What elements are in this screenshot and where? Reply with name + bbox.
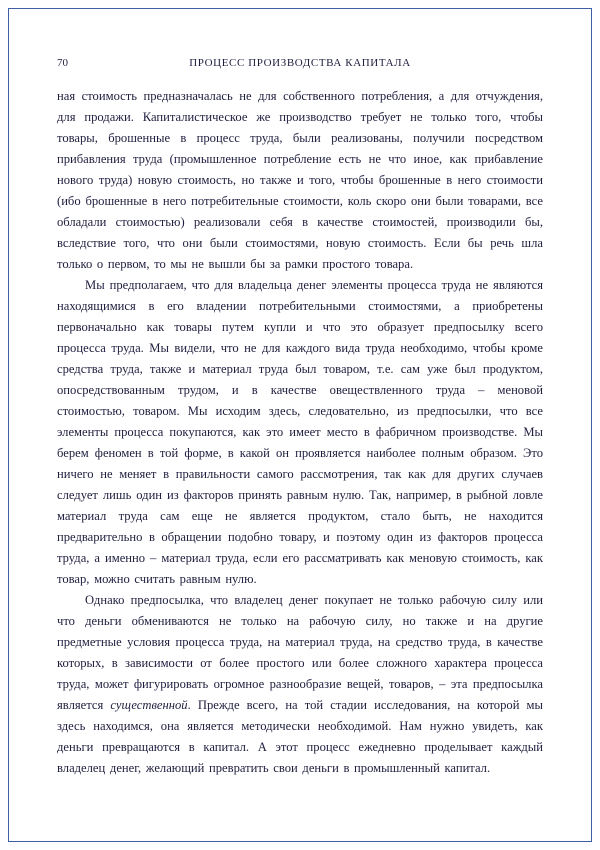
paragraph [57, 590, 543, 779]
text-segment: . Прежде всего, на той стадии исследования, на которой мы здесь находимся, она является методически необходимой. Нам нужно увидеть, как деньги превращаются в капитал. А этот процесс ежедневно проделывает каждый владелец денег, желающий превратить свои деньги в промышленный капитал. [57, 698, 543, 775]
paragraph [57, 86, 543, 275]
paragraph [57, 275, 543, 590]
page-content [57, 54, 543, 779]
text-block [57, 86, 543, 779]
italic-text-segment: существенной [110, 698, 188, 712]
running-title: ПРОЦЕСС ПРОИЗВОДСТВА КАПИТАЛА [189, 57, 411, 69]
page-header [57, 54, 543, 72]
text-segment: Однако предпосылка, что владелец денег покупает не только рабочую силу или что деньги обмениваются не только на рабочую силу, но также и на другие предметные условия процесса труда, на материал труда, на средство труда, в качестве которых, в зависимости от более простого или более сложного характера процесса труда, может фигурировать огромное разнообразие вещей, товаров, – эта предпосылка является [57, 593, 543, 712]
page-number: 70 [57, 57, 68, 69]
text-segment: ная стоимость предназначалась не для собственного потребления, а для отчуждения, для продажи. Капиталистическое же производство требует не только того, чтобы товары, брошенные в процесс труда, были реализованы, получили посредством прибавления труда (промышленное потребление есть не что иное, как прибавление нового труда) новую стоимость, но также и того, чтобы брошенные в него стоимости (ибо брошенные в него потребительные стоимости, коль скоро они были товарами, все обладали стоимостью) реализовали себя в качестве стоимостей, производили бы, вследствие того, что они были стоимостями, новую стоимость. Если бы речь шла только о первом, то мы не вышли бы за рамки простого товара. [57, 89, 543, 271]
text-segment: Мы предполагаем, что для владельца денег элементы процесса труда не являются находящимися в его владении потребительными стоимостями, а приобретены первоначально как товары путем купли и что это образует предпосылку всего процесса труда. Мы видели, что не для каждого вида труда необходимо, чтобы кроме средства труда, также и материал труда был товаром, т.е. сам уже был продуктом, опосредствованным трудом, и в качестве овеществленного труда – меновой стоимостью, товаром. Мы исходим здесь, следовательно, из предпосылки, что все элементы процесса покупаются, как это имеет место в фабричном производстве. Мы берем феномен в той форме, в какой он проявляется наиболее полным образом. Это ничего не меняет в правильности самого рассмотрения, так как для других случаев следует лишь один из факторов принять равным нулю. Так, например, в рыбной ловле материал труда сам еще не является продуктом, стало быть, не находится предварительно в обращении подобно товару, и поэтому один из факторов процесса труда, а именно – материал труда, если его рассматривать как меновую стоимость, как товар, можно считать равным нулю. [57, 278, 543, 586]
